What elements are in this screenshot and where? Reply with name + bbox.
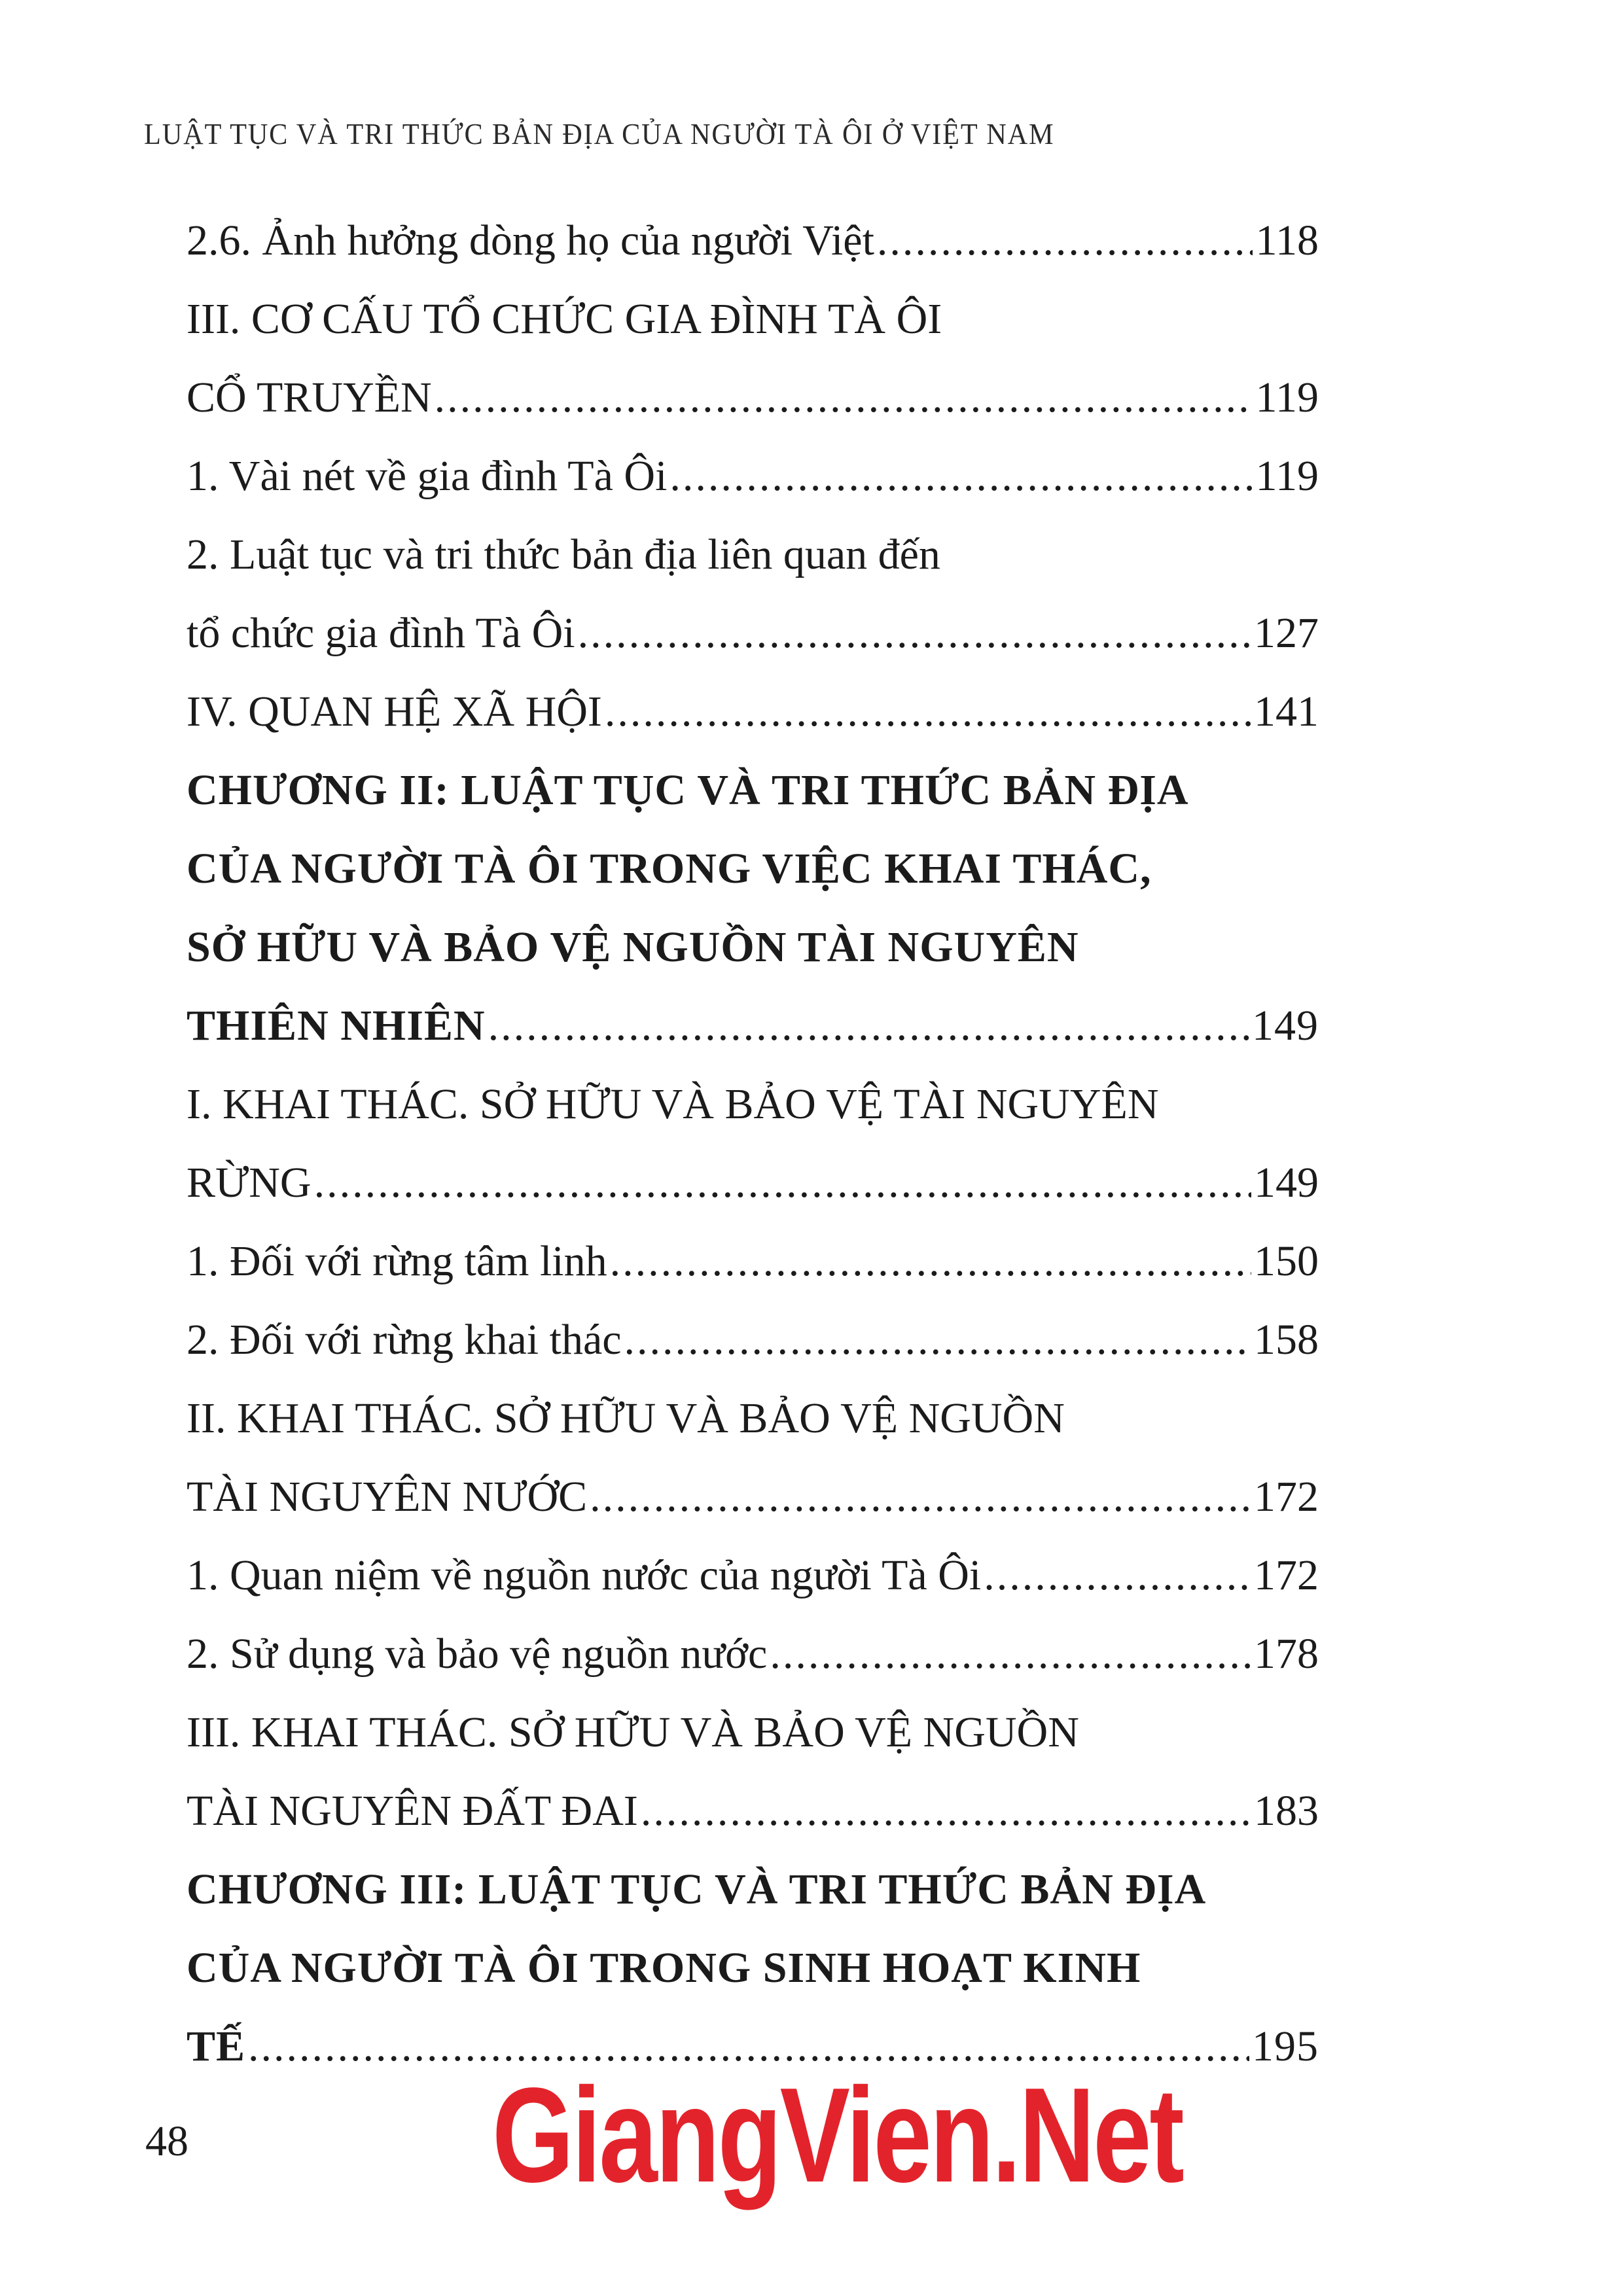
- toc-entry-label: TÀI NGUYÊN NƯỚC: [187, 1473, 588, 1521]
- dot-leader: [605, 679, 1251, 745]
- toc-entry: [187, 601, 1319, 666]
- toc-entry-page: 150: [1254, 1237, 1319, 1285]
- toc-entry: [187, 1229, 1319, 1294]
- dot-leader: [435, 365, 1253, 431]
- toc-entry: [187, 522, 1319, 588]
- toc-entry: [187, 1386, 1319, 1451]
- toc-entry: [187, 1464, 1319, 1530]
- running-head: LUẬT TỤC VÀ TRI THỨC BẢN ĐỊA CỦA NGƯỜI TÀ ÔI Ở VIỆT NAM: [144, 117, 1055, 150]
- dot-leader: [578, 601, 1251, 666]
- toc-entry-label: TÀI NGUYÊN ĐẤT ĐAI: [187, 1787, 638, 1835]
- toc-entry-label: 2. Đối với rừng khai thác: [187, 1316, 622, 1364]
- toc-chapter-heading: [187, 758, 1319, 823]
- toc-chapter-heading: [187, 1935, 1319, 2001]
- toc-entry-label: CỔ TRUYỀN: [187, 374, 432, 421]
- toc-entry-label: IV. QUAN HỆ XÃ HỘI: [187, 688, 602, 735]
- toc-entry-label: tổ chức gia đình Tà Ôi: [187, 609, 575, 657]
- dot-leader: [770, 1621, 1251, 1687]
- toc-entry-page: 118: [1255, 217, 1319, 264]
- toc-entry-label: 2. Luật tục và tri thức bản địa liên quan đến: [187, 531, 940, 578]
- toc-entry: [187, 365, 1319, 431]
- toc-entry-label: CHƯƠNG II: LUẬT TỤC VÀ TRI THỨC BẢN ĐỊA: [187, 766, 1189, 814]
- toc-entry: [187, 679, 1319, 745]
- toc-entry-label: 2.6. Ảnh hưởng dòng họ của người Việt: [187, 217, 874, 264]
- toc-entry: [187, 444, 1319, 509]
- toc-entry: [187, 1150, 1319, 1216]
- toc-entry-label: III. KHAI THÁC. SỞ HỮU VÀ BẢO VỆ NGUỒN: [187, 1708, 1079, 1756]
- toc-entry: [187, 1543, 1319, 1608]
- toc-chapter-heading: [187, 1857, 1319, 1922]
- toc-entry: [187, 208, 1319, 274]
- toc-chapter-heading: [187, 993, 1319, 1059]
- dot-leader: [984, 1543, 1251, 1608]
- toc-entry-label: III. CƠ CẤU TỔ CHỨC GIA ĐÌNH TÀ ÔI: [187, 295, 942, 343]
- page-number: 48: [145, 2117, 188, 2165]
- toc-entry-label: CHƯƠNG III: LUẬT TỤC VÀ TRI THỨC BẢN ĐỊA: [187, 1865, 1207, 1913]
- dot-leader: [590, 1464, 1251, 1530]
- toc-entry: [187, 1307, 1319, 1373]
- dot-leader: [624, 1307, 1251, 1373]
- toc-entry-page: 178: [1254, 1630, 1319, 1678]
- watermark-logo: GiangVien.Net: [492, 2060, 1183, 2210]
- toc-entry-page: 172: [1254, 1551, 1319, 1599]
- toc-entry-label: RỪNG: [187, 1159, 312, 1207]
- toc-entry-page: 183: [1254, 1787, 1319, 1835]
- toc-entry-page: 149: [1252, 1002, 1319, 1050]
- toc-entry-label: 2. Sử dụng và bảo vệ nguồn nước: [187, 1630, 768, 1678]
- toc-entry: [187, 1700, 1319, 1765]
- dot-leader: [610, 1229, 1251, 1294]
- toc-entry-page: 149: [1254, 1159, 1319, 1207]
- toc-chapter-heading: [187, 836, 1319, 902]
- toc-entry-page: 127: [1254, 609, 1319, 657]
- toc-chapter-heading: [187, 915, 1319, 980]
- toc-entry-label: 1. Quan niệm về nguồn nước của người Tà Ôi: [187, 1551, 982, 1599]
- toc-entry-label: 1. Vài nét về gia đình Tà Ôi: [187, 452, 668, 500]
- toc-entry-label: THIÊN NHIÊN: [187, 1002, 486, 1050]
- dot-leader: [669, 444, 1253, 509]
- toc-entry-page: 119: [1255, 452, 1319, 500]
- toc-entry-label: TẾ: [187, 2022, 246, 2070]
- toc-entry: [187, 1072, 1319, 1137]
- dot-leader: [877, 208, 1253, 274]
- toc-entry-page: 195: [1252, 2022, 1319, 2070]
- toc-entry: [187, 1778, 1319, 1844]
- toc-entry-label: II. KHAI THÁC. SỞ HỮU VÀ BẢO VỆ NGUỒN: [187, 1394, 1065, 1442]
- toc-entry-label: SỞ HỮU VÀ BẢO VỆ NGUỒN TÀI NGUYÊN: [187, 923, 1079, 971]
- toc-entry-page: 158: [1254, 1316, 1319, 1364]
- toc-entry-page: 141: [1254, 688, 1319, 735]
- dot-leader: [314, 1150, 1251, 1216]
- dot-leader: [488, 993, 1249, 1059]
- toc-entry-label: I. KHAI THÁC. SỞ HỮU VÀ BẢO VỆ TÀI NGUYÊN: [187, 1080, 1159, 1128]
- toc-entry: [187, 1621, 1319, 1687]
- toc-entry-label: 1. Đối với rừng tâm linh: [187, 1237, 607, 1285]
- toc-entry: [187, 287, 1319, 352]
- toc-entry-page: 172: [1254, 1473, 1319, 1521]
- toc-entry-page: 119: [1255, 374, 1319, 421]
- toc-entry-label: CỦA NGƯỜI TÀ ÔI TRONG VIỆC KHAI THÁC,: [187, 845, 1152, 892]
- toc-entry-label: CỦA NGƯỜI TÀ ÔI TRONG SINH HOẠT KINH: [187, 1944, 1141, 1992]
- dot-leader: [641, 1778, 1251, 1844]
